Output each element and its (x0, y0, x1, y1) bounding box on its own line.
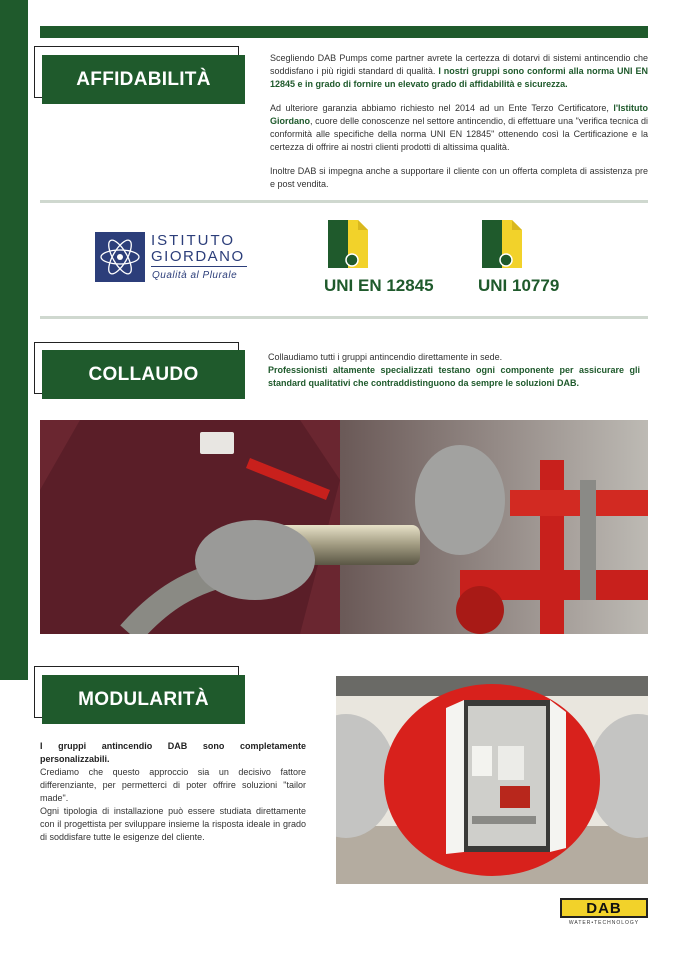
logo-divider (151, 266, 247, 267)
dab-logo (560, 898, 648, 928)
istituto-giordano-logo (95, 232, 255, 288)
modularita-text (40, 740, 306, 844)
modularita-heading: MODULARITÀ (42, 675, 245, 724)
affidabilita-paragraph-2: Ad ulteriore garanzia abbiamo richiesto nel 2014 ad un Ente Terzo Certificatore, l'Istituto Giordano, cuore delle conoscenze nel settore antincendio, di effettuare una "verifica tecnica di conformità alle specifiche della norma UNI EN 12845" ottenendo così la Certificazione e la certezza di offrire ai nostri clienti prodotti di altissima qualità. (270, 103, 648, 152)
giordano-text: GIORDANO (151, 248, 245, 265)
dab-tagline: WATER•TECHNOLOGY (568, 920, 640, 926)
affidabilita-paragraph-3: Inoltre DAB si impegna anche a supportare il cliente con un offerta completa di assistenza pre e post vendita. (270, 166, 648, 189)
divider-1 (40, 200, 648, 203)
cert-label-2: UNI 10779 (478, 276, 560, 295)
tank-photo (336, 676, 648, 884)
istituto-text: ISTITUTO (151, 232, 236, 249)
istituto-tagline: Qualità al Plurale (152, 270, 238, 281)
collaudo-paragraph-1: Collaudiamo tutti i gruppi antincendio direttamente in sede. (268, 352, 503, 362)
affidabilita-text (270, 52, 648, 202)
collaudo-paragraph-2: Professionisti altamente specializzati testano ogni componente per assicurare gli standard qualitativi che contraddistinguono da sempre le soluzioni DAB. (268, 365, 640, 388)
top-green-bar (40, 26, 648, 38)
affidabilita-heading: AFFIDABILITÀ (42, 55, 245, 104)
cert-label-1: UNI EN 12845 (324, 276, 434, 295)
testing-photo (40, 420, 648, 634)
affidabilita-paragraph-1: Scegliendo DAB Pumps come partner avrete la certezza di dotarvi di sistemi antincendio che soddisfano i più rigidi standard di qualità. I nostri gruppi sono conformi alla norma UNI EN 12845 e in grado di fornire un elevato grado di affidabilità e sicurezza. (270, 53, 648, 89)
collaudo-text (268, 351, 640, 390)
divider-2 (40, 316, 648, 319)
certificate-icon (328, 220, 368, 268)
atom-icon (95, 232, 145, 282)
modularita-paragraph: I gruppi antincendio DAB sono completamente personalizzabili. Crediamo che questo approccio sia un decisivo fattore differenziante, per permetterci di poter offrire soluzioni "tailor made". Ogni tipologia di installazione può essere studiata direttamente con il progettista per sviluppare insieme la risposta ideale in grado di soddisfare tutte le esigenze del cliente. (40, 741, 306, 842)
collaudo-heading: COLLAUDO (42, 350, 245, 399)
certificate-icon (482, 220, 522, 268)
left-green-sidebar (0, 0, 28, 680)
dab-logo-text: DAB (560, 898, 648, 918)
